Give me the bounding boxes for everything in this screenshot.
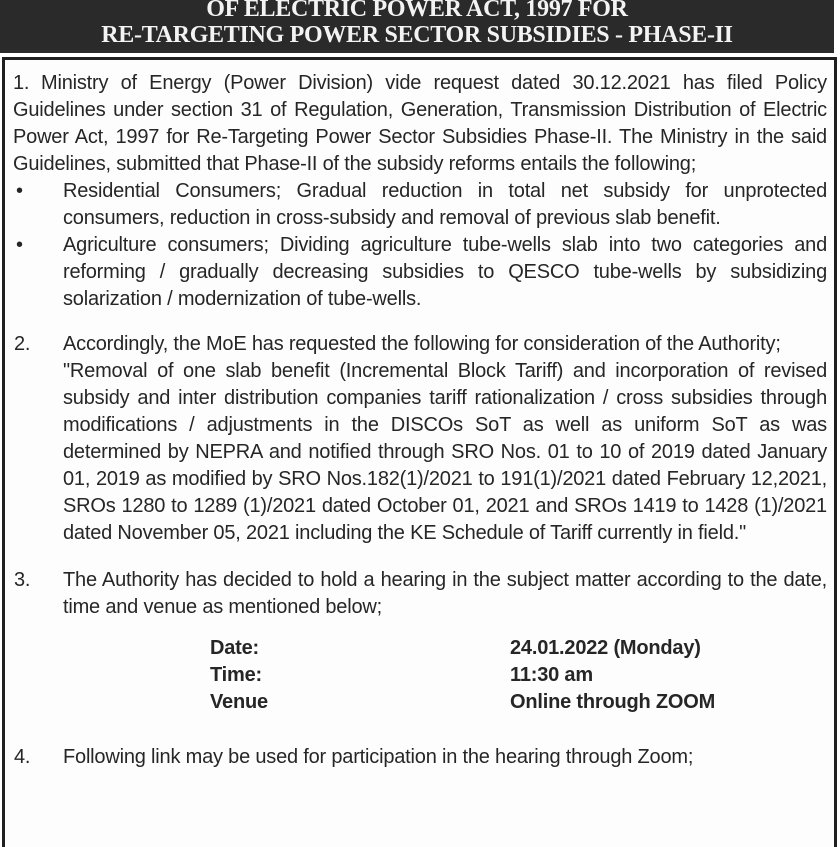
- paragraph-3: [13, 567, 827, 621]
- bullet-icon: •: [16, 180, 23, 202]
- paragraph-2: [13, 331, 827, 547]
- hearing-date-row: [210, 635, 827, 662]
- hearing-details: [210, 635, 827, 716]
- hearing-venue-label: Venue: [210, 691, 268, 713]
- paragraph-3-number: 3.: [14, 569, 31, 591]
- bullet-item-agriculture: [13, 232, 827, 313]
- hearing-date-value: 24.01.2022 (Monday): [510, 637, 701, 659]
- bullet-residential-text: Residential Consumers; Gradual reduction in total net subsidy for unprotected consumers, reduction in cross-subsidy and removal of previous slab benefit.: [63, 180, 827, 229]
- notice-title-line1: OF ELECTRIC POWER ACT, 1997 FOR: [206, 0, 628, 22]
- notice-body: [2, 57, 837, 847]
- hearing-time-label: Time:: [210, 664, 262, 686]
- paragraph-4-number: 4.: [14, 746, 31, 768]
- paragraph-2-quote: "Removal of one slab benefit (Incremental Block Tariff) and incorporation of revised subsidy and inter distribution companies tariff rationalization / cross subsidies through modifications / adjustments in the DISCOs SoT as well as uniform SoT as was determined by NEPRA and notified through SRO Nos. 01 to 10 of 2019 dated January 01, 2019 as modified by SRO Nos.182(1)/2021 to 191(1)/2021 dated February 12,2021, SROs 1280 to 1289 (1)/2021 dated October 01, 2021 and SROs 1419 to 1428 (1)/2021 dated November 05, 2021 including the KE Schedule of Tariff currently in field.": [63, 360, 827, 544]
- paragraph-4-text: Following link may be used for participation in the hearing through Zoom;: [63, 746, 694, 768]
- hearing-time-row: [210, 662, 827, 689]
- bullet-item-residential: [13, 178, 827, 232]
- paragraph-1-text: Ministry of Energy (Power Division) vide request dated 30.12.2021 has filed Policy Guidelines under section 31 of Regulation, Generation, Transmission Distribution of Electric Power Act, 1997 for Re-Targeting Power Sector Subsidies Phase-II. The Ministry in the said Guidelines, submitted that Phase-II of the subsidy reforms entails the following;: [13, 72, 827, 175]
- paragraph-2-number: 2.: [14, 333, 31, 355]
- hearing-venue-row: [210, 689, 827, 716]
- notice-title-line2: RE-TARGETING POWER SECTOR SUBSIDIES - PHASE-II: [101, 22, 733, 48]
- bullet-agriculture-text: Agriculture consumers; Dividing agriculture tube-wells slab into two categories and reforming / gradually decreasing subsidies to QESCO tube-wells by subsidizing solarization / modernization of tube-wells.: [63, 234, 827, 310]
- paragraph-1-number: 1.: [13, 72, 30, 94]
- paragraph-2-intro: Accordingly, the MoE has requested the following for consideration of the Authority;: [63, 333, 781, 355]
- paragraph-4: [13, 744, 827, 771]
- notice-title-banner: [0, 0, 834, 53]
- paragraph-1: [13, 70, 827, 178]
- paragraph-3-text: The Authority has decided to hold a hearing in the subject matter according to the date, time and venue as mentioned below;: [63, 569, 827, 618]
- bullet-icon: •: [16, 234, 23, 256]
- hearing-venue-value: Online through ZOOM: [510, 691, 716, 713]
- hearing-date-label: Date:: [210, 637, 260, 659]
- hearing-time-value: 11:30 am: [510, 664, 593, 686]
